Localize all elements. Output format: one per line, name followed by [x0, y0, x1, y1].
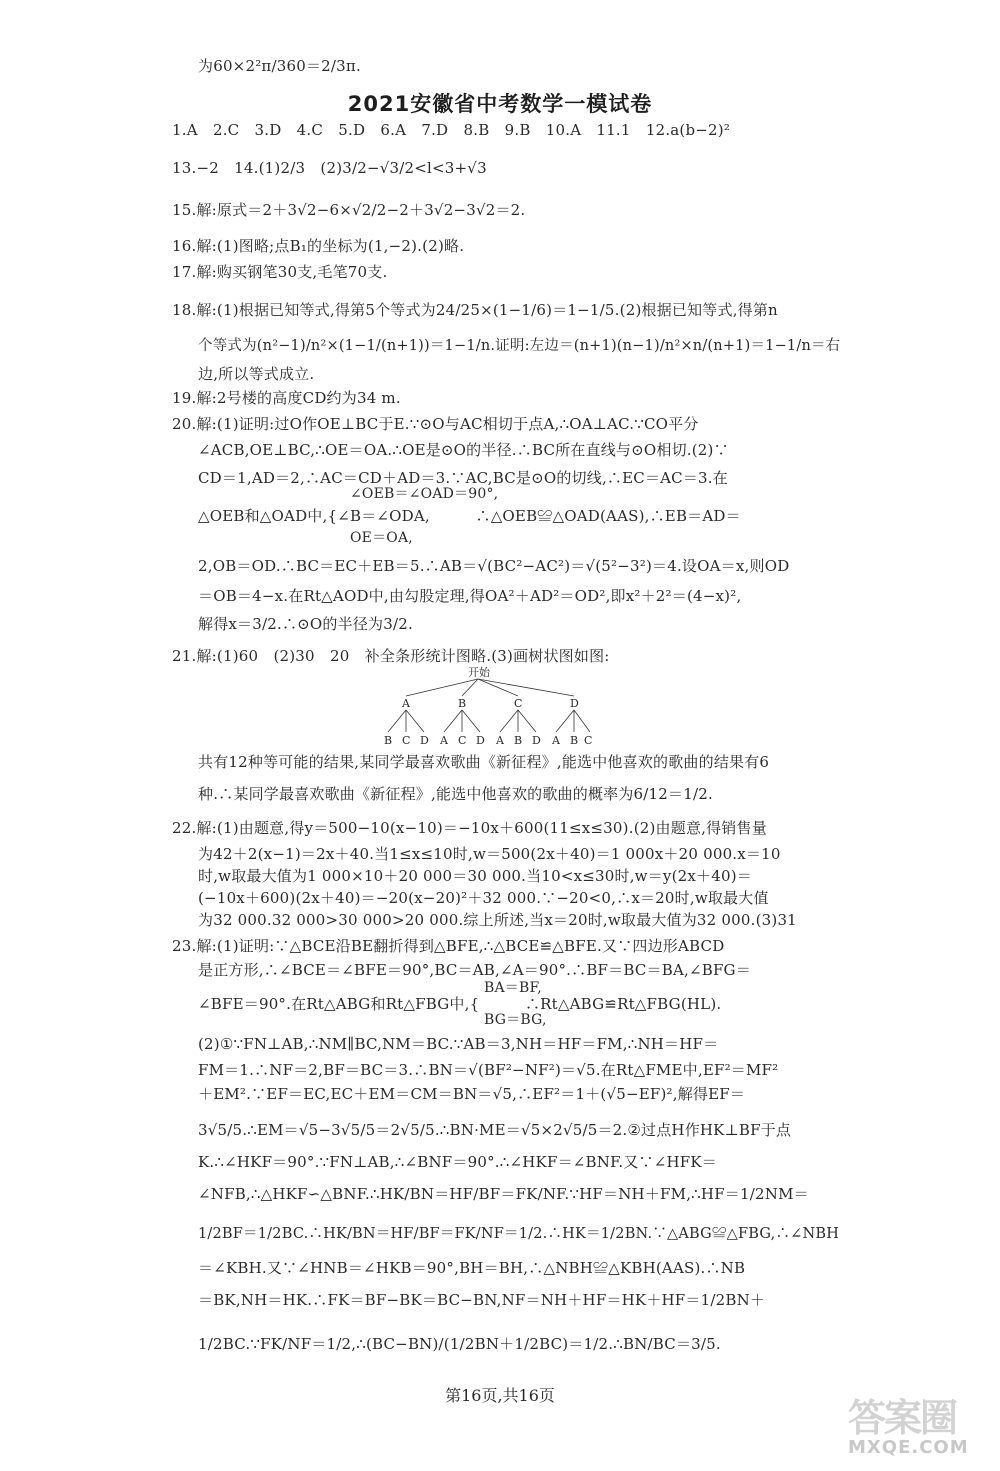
answer-21-line-3: 种.∴某同学最喜欢歌曲《新征程》,能选中他喜欢的歌曲的概率为6/12＝1/2. [198, 785, 713, 803]
page-title: 2021安徽省中考数学一模试卷 [347, 92, 653, 116]
answer-20-line-4: △OEB和△OAD中,{∠B＝∠ODA, ∴△OEB≌△OAD(AAS),∴EB＝AD＝ [198, 507, 741, 525]
answer-19: 19.解:2号楼的高度CD约为34 m. [172, 389, 401, 407]
watermark-logo: 答案圈 [848, 1396, 957, 1440]
answer-23-line-8: K.∴∠HKF＝90°.∵FN⊥AB,∴∠BNF＝90°.∴∠HKF＝∠BNF.又∵∠HFK＝ [198, 1153, 717, 1171]
tree-leaf: A [552, 734, 560, 747]
tree-leaf: D [420, 734, 429, 747]
tree-node-d: D [570, 697, 579, 710]
answer-23-line-12: ＝BK,NH＝HK.∴FK＝BF−BK＝BC−BN,NF＝NH＋HF＝HK＋HF＝1/2BN＋ [198, 1291, 766, 1309]
answer-23-line-5: FM＝1.∴NF＝2,BF＝BC＝3.∴BN＝√(BF²−NF²)＝√5.在Rt△FME中,EF²＝MF² [198, 1061, 779, 1079]
answer-23-line-3: ∠BFE＝90°.在Rt△ABG和Rt△FBG中,{ ∴Rt△ABG≌Rt△FBG(HL). [198, 995, 722, 1013]
answer-21-line-1: 21.解:(1)60 (2)30 20 补全条形统计图略.(3)画树状图如图: [172, 647, 610, 665]
answer-20-line-5: 2,OB＝OD.∴BC＝EC＋EB＝5.∴AB＝√(BC²−AC²)＝√(5²−3²)＝4.设OA＝x,则OD [198, 557, 790, 575]
tree-node-a: A [402, 697, 410, 710]
tree-leaf: C [402, 734, 411, 747]
previous-answer-tail: 为60×2²π/360＝2/3π. [198, 57, 361, 75]
tree-leaf: D [532, 734, 541, 747]
answer-23-line-11: ＝∠KBH.又∵∠HNB＝∠HKB＝90°,BH＝BH,∴△NBH≌△KBH(AAS).∴NB [198, 1259, 746, 1277]
tree-leaf: B [570, 734, 579, 747]
answer-16: 16.解:(1)图略;点B₁的坐标为(1,−2).(2)略. [172, 237, 465, 255]
tree-leaf: A [440, 734, 448, 747]
tree-leaf: B [514, 734, 523, 747]
answer-20-line-1: 20.解:(1)证明:过O作OE⊥BC于E.∵⊙O与AC相切于点A,∴OA⊥AC.∵CO平分 [172, 415, 699, 433]
answer-20-system-3: OE＝OA, [350, 530, 413, 546]
watermark-url: MXQE.COM [848, 1437, 969, 1458]
answer-23-line-6: ＋EM².∵EF＝EC,EC＋EM＝CM＝BN＝√5,∴EF²＝1＋(√5−EF)²,解得EF＝ [198, 1085, 746, 1103]
answer-23-line-2: 是正方形,∴∠BCE＝∠BFE＝90°,BC＝AB,∠A＝90°.∴BF＝BC＝BA,∠BFG＝ [198, 961, 751, 979]
answer-18-line-2: 个等式为(n²−1)/n²×(1−1/(n+1))＝1−1/n.证明:左边＝(n+1)(n−1)/n²×n/(n+1)＝1−1/n＝右 [198, 338, 841, 354]
answer-22-line-2: 为42＋2(x−1)＝2x＋40.当1≤x≤10时,w＝500(2x＋40)＝1 000x＋20 000.x＝10 [198, 845, 781, 863]
answer-23-line-9: ∠NFB,∴△HKF∽△BNF.∴HK/BN＝HF/BF＝FK/NF.∵HF＝NH＋FM,∴HF＝1/2NM＝ [198, 1185, 809, 1203]
tree-leaf: A [496, 734, 504, 747]
tree-root-label: 开始 [468, 666, 490, 679]
answer-22-line-5: 为32 000.32 000>30 000>20 000.综上所述,当x＝20时,w取最大值为32 000.(3)31 [198, 911, 797, 929]
answer-18-line-3: 边,所以等式成立. [198, 365, 315, 383]
answer-20-line-6: ＝OB＝4−x.在Rt△AOD中,由勾股定理,得OA²＋AD²＝OD²,即x²＋2²＝(4−x)², [198, 587, 742, 605]
tree-leaf: C [458, 734, 467, 747]
answer-choices-1-12: 1.A 2.C 3.D 4.C 5.D 6.A 7.D 8.B 9.B 10.A 11.1 12.a(b−2)² [172, 121, 731, 139]
answer-23-line-4: (2)①∵FN⊥AB,∴NM∥BC,NM＝BC.∵AB＝3,NH＝HF＝FM,∴NH＝HF＝ [198, 1035, 719, 1053]
answer-23-line-7: 3√5/5.∴EM＝√5−3√5/5＝2√5/5.∴BN·ME＝√5×2√5/5＝2.②过点H作HK⊥BF于点 [198, 1121, 792, 1139]
tree-diagram [370, 666, 593, 748]
tree-leaf: B [384, 734, 393, 747]
answer-18-line-1: 18.解:(1)根据已知等式,得第5个等式为24/25×(1−1/6)＝1−1/5.(2)根据已知等式,得第n [172, 301, 778, 319]
answer-23-line-10: 1/2BF＝1/2BC.∴HK/BN＝HF/BF＝FK/NF＝1/2.∴HK＝1/2BN.∵△ABG≌△FBG,∴∠NBH [198, 1226, 840, 1242]
answer-20-system-1: ∠OEB＝∠OAD＝90°, [350, 486, 499, 502]
answer-22-line-4: (−10x＋600)(2x＋40)＝−20(x−20)²＋32 000.∵−20<0,∴x＝20时,w取最大值 [198, 889, 769, 907]
answer-22-line-1: 22.解:(1)由题意,得y＝500−10(x−10)＝−10x＋600(11≤x≤30).(2)由题意,得销售量 [172, 819, 767, 837]
answer-20-line-2: ∠ACB,OE⊥BC,∴OE＝OA.∴OE是⊙O的半径.∴BC所在直线与⊙O相切.(2)∵ [198, 441, 729, 459]
answer-23-system-2: BG＝BG, [484, 1012, 547, 1028]
answer-17: 17.解:购买钢笔30支,毛笔70支. [172, 263, 388, 281]
answer-15: 15.解:原式＝2＋3√2−6×√2/2−2＋3√2−3√2＝2. [172, 201, 526, 219]
answer-20-line-3: CD＝1,AD＝2,∴AC＝CD＋AD＝3.∵AC,BC是⊙O的切线,∴EC＝AC＝3.在 [198, 469, 728, 487]
page-footer: 第16页,共16页 [445, 1386, 555, 1405]
answer-20-line-7: 解得x＝3/2.∴⊙O的半径为3/2. [198, 615, 413, 633]
answer-23-line-13: 1/2BC.∵FK/NF＝1/2,∴(BC−BN)/(1/2BN＋1/2BC)＝1/2.∴BN/BC＝3/5. [198, 1335, 721, 1353]
tree-node-b: B [458, 697, 467, 710]
tree-leaf: D [476, 734, 485, 747]
answer-23-system-1: BA＝BF, [484, 980, 542, 996]
answer-22-line-3: 时,w取最大值为1 000×10＋20 000＝30 000.当10<x≤30时,w＝y(2x＋40)＝ [198, 867, 752, 885]
answer-13-14: 13.−2 14.(1)2/3 (2)3/2−√3/2<l<3+√3 [172, 159, 487, 177]
answer-23-line-1: 23.解:(1)证明:∵△BCE沿BE翻折得到△BFE,∴△BCE≌△BFE.又∵四边形ABCD [172, 937, 725, 955]
tree-leaf: C [584, 734, 593, 747]
tree-node-c: C [514, 697, 523, 710]
answer-21-line-2: 共有12种等可能的结果,某同学最喜欢歌曲《新征程》,能选中他喜欢的歌曲的结果有6 [198, 753, 770, 771]
